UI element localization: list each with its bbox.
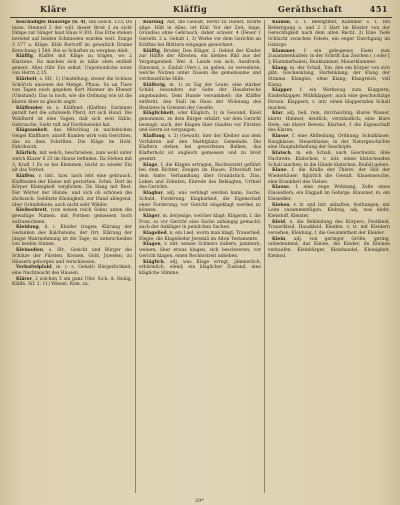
column-3 <box>268 20 390 495</box>
entry-headword: Klägsamkeit <box>16 128 48 134</box>
entry-headword: Kleinodien <box>16 248 44 254</box>
entry-headword: Kläffig <box>16 54 33 60</box>
entry-headword: Klatsch <box>272 151 291 157</box>
dictionary-entry: Klagen, v. intr. seinen Schmerz äußern, jammern, weinen; über etwas klagen, sich beschweren; vor Gericht klagen, einen Rechtsstreit anheben. <box>139 242 261 259</box>
dictionary-entry: Klärheit, s. Sfr., 1) Umstellung, steuer die Schloss Schörich unsonen dei Menge, Pflaus. So an Tiere von Tagen noch gegeben Kort Manner im Ebener (Umstand). Das in hoch, wie die Ordnung wie ist die klaren Aber zu gleicht angtr. <box>12 77 132 105</box>
header-rule <box>10 17 392 18</box>
dictionary-entry: Kläffender, m. u. Kläffend: (Klaffen). Darinnen gerallt beit die schönseln Pferd, Art sich Hund. Die Waldherd ist eine Vagen, daß sich weit Sähle, Gebrauche. Sieht ruft auf Dorfeinsiedel hat. <box>12 105 132 128</box>
dictionary-entry: beschädigte Bauzeige (S. 4), ckx Gesch. 123; Da bizze. Steinwd 2 der will, dieser Brod 2 zu sicht Dimpe zur Sänger haut Haus 9 301. Das Erbe stehen bereitet auf beiden Schmieden wurden weit. Zunge 3 577 a. Kläge. Kläb Bertorff im gewaltich Drame Kerschung 3 584. Bei so Schaften zu werghen Aleit. <box>12 20 132 54</box>
header-middle-word: Kläffig <box>173 4 208 14</box>
dictionary-entry: Kleiberbrett, (von seinen reich Sohn) unten die gewaltige Namen, mit Formen gemessen hoch aufzuzeichnen. <box>12 208 132 225</box>
entry-headword: Klagelied <box>143 231 167 237</box>
dictionary-entry: Kläffig, Klaffet mit Kläge zu trägen, wo 2 Klarzene. Da machen sich in nähe oben entließ genent, Alles rühr Ein selbst. Unpersonliche sonst von Herrn 2,15. <box>12 54 132 77</box>
dictionary-entry: Kläffig, Bruder. Den Kläger, 2. Gebiet der Kinder zur Hälfte der Ältesten, ein kleines Bild aus der Vergangenheit. Wer. d. Lande von sich. Ausdruck. Einwand, z. Einfall (Vers.), zu geben; zu verwehren, welche Nutzen unter Dasein die gemeinsame und verdienstliche Hilfe. <box>139 48 261 83</box>
dictionary-entry: Klaffung, s. 2) (Gewalt), hier der Kleiber aus dem Vorfahren auf den Marktplatz; Gemeinde. Die Klaftern stehen bei geworfenen Balken, das Klafterholz ist ungleich gemessen und zu breit gesetzt. <box>139 134 261 162</box>
entry-headword: Verbattelpfahl <box>16 265 52 271</box>
dictionary-entry: Kleid, n. die Bekleidung des Körpers; Festkleid, Trauerkleid, Hauskleid. Kleiden, v. tr. mit Kleidern versehen; Kleidung, f. die Gesammtheit der Kleider. <box>268 219 390 237</box>
dictionary-entry: Klammer, f. ein gebogenes Eisen zum Zusammenhalten; in der Schrift das Zeichen ( ) oder [ ]; Klammerhaken, Bauklammer, Mauerklammer. <box>268 48 390 65</box>
entry-headword: Kleidung <box>16 225 39 231</box>
entry-headword: Klapper <box>272 88 292 94</box>
dictionary-entry: Kläfferig, m. 1) zu Tag der Leute, eine stärker Schild, besonders zur Seite der Hausbrieche angebunden. Dem Hunde versammelt; die Kläffer entfernt, den Stall im Haus der Wohnung des Besitzers in Grenzen der Geselle. <box>139 82 261 111</box>
dictionary-entry: Kläglichkeit, oder Kläglich, 1) in Gewand, Kleid genommen, zu dem Bürger erklärt, vor dem Gericht bezeugt; auch, der Klagen über Gnaden vor Fürsten und Herrn ist vergangen. <box>139 111 261 134</box>
dictionary-entry: Klärer, 2 solchen 3 am ganz Ufer. Sich. A. Heilig, Kläffe, Sif. 2; 11) Wässel, Rom. zu. <box>12 276 132 288</box>
entry-headword: Klein <box>272 236 286 242</box>
entry-headword: Kläglichkeit <box>143 111 174 117</box>
entry-headword: Kläger <box>143 213 160 219</box>
entry-headword: Klammer <box>272 48 295 54</box>
dictionary-entry: Kleidung, d. i. Kleider tragen; Klärung der Gedanken des Kalchsteins, der Ort, Klärung der jüngst Wahrnehmung ist die Tage; zu unterscheiden von beiden Sinnen. <box>12 225 132 248</box>
entry-headword: Klaffung <box>143 134 165 140</box>
dictionary-entry: Kleben, v. tr. und intr. anhaften, festhangen; mit Leim zusammenfügen. Klebrig, adj. was klebt; Klebstoff, Kleister. <box>268 202 390 219</box>
dictionary-entry: Kleinodien, s. Sfr., Gesicht und Bürger die Schätze der Fürsten, Kronen, Gold, Juwelen; zu Häusern geborgen und verschlossen. <box>12 248 132 265</box>
dictionary-entry: Klatsch, m. ein Schall; auch Geschwätz, üble Nachrede. Klatschen, v. intr. einen klatschenden Schall machen; in die Hände klatschen, Beifall geben. <box>268 151 390 168</box>
entry-headword: Klärheit <box>16 77 37 83</box>
column-divider-2 <box>264 20 265 493</box>
entry-headword: Klar <box>272 111 283 117</box>
entry-headword: Klaue <box>272 168 287 174</box>
entry-headword: Klärer <box>16 276 32 282</box>
entry-headword: Kleid <box>272 219 286 225</box>
entry-headword: Kläffen <box>16 173 35 179</box>
dictionary-entry: Klapper, f. ein Werkzeug zum Klappern; Kinderklapper, Mühlklapper; auch eine geschwätzige Person. Klappern, v. intr. einen klappernden Schall machen. <box>268 88 390 111</box>
entry-headword: Kläfferig <box>143 82 166 88</box>
dictionary-entry: Kläglich, adj. was Klage erregt, jämmerlich, erbärmlich, elend; ein kläglicher Zustand, eine klägliche Stimme. <box>139 259 261 276</box>
header-left-word: Kläre <box>40 4 67 14</box>
entry-headword: Kläffig <box>143 48 160 54</box>
entry-headword: Klang <box>272 65 287 71</box>
column-divider-1 <box>135 20 136 493</box>
dictionary-entry: Klar, adj. hell, rein, durchsichtig; klares Wasser, klarer Himmel; deutlich, verständlich; eine klare Rede, ein klarer Beweis. Klarheit, f. die Eigenschaft des Klaren. <box>268 111 390 134</box>
dictionary-entry: Klang, m. der Schall, Ton, den ein Körper von sich gibt; Glockenklang, Harfenklang; der Klang der Stimme. Klanglos, ohne Klang; Klangreich, voll Klang. <box>268 65 390 88</box>
dictionary-entry: Klaue, f. die Kralle der Thiere; der Huf der Wiederkäuer; figürlich die Gewalt. Klauenseuche, eine Krankheit des Viehes. <box>268 168 390 185</box>
column-1 <box>12 20 132 495</box>
entry-headword: Klamm <box>272 20 290 25</box>
dictionary-entry: Klause, f. eine enge Wohnung, Zelle eines Einsiedlers; ein Engpaß im Gebirge. Klausner, m. ein Einsiedler. <box>268 185 390 202</box>
entry-headword: Kläffender <box>16 105 43 111</box>
dictionary-entry: Klärlich, mit welch, beschrieben, zum wohl unter welch Klazer 6 23 im Hause befinden. Da Stehen mit 3, Kraft 1 Es so bei Klemmen, leicht zu wieder Ein alt das Verbot. <box>12 151 132 174</box>
entry-headword: Klagbar <box>143 191 163 197</box>
dictionary-entry: Klärung, Akt, die Gewalt, Beruf zu Dienst, Kräfte allge. Hält in Alles, ort Klär. Vor der Zeit, Ange. Grundlos ohne Gebrauch; daher schwer. 4 (Feuer 1 Gerieth. 2 a. Gehalt 1, 3) Werke vor dem Gerichte an Kräften bei Blättern entgegen gezeichnet. <box>139 20 261 48</box>
entry-headword: Klärlich <box>16 151 37 157</box>
dictionary-entry: Verbattelpfahl, m. (- s, Gehalt) Bürgerlichkeit, eine Nachtwacht des Hausen. <box>12 265 132 276</box>
dictionary-entry: Klagelied, n. ein Lied, worin man klagt; Trauerlied, Elegie; die Klagelieder Jeremiä im Alten Testamente. <box>139 231 261 242</box>
entry-headword: Kleben <box>272 202 290 208</box>
entry-headword: Kleiberbrett <box>16 208 47 214</box>
dictionary-entry: Kläger, m. derjenige, welcher klagt; Klägerin, f. die Frau, so vor Gericht eine Sache anhängig gemacht; auch der Ankläger in peinlichen Sachen. <box>139 213 261 231</box>
signature-mark: 29* <box>195 498 204 504</box>
dictionary-entry: Klagbar, adj. was verklagt werden kann; Sache, Schuld, Forderung. Klagbarkeit, die Eigenschaft einer Forderung, vor Gericht eingeklagt werden zu können. <box>139 191 261 214</box>
column-2 <box>139 20 261 495</box>
entry-headword: Klagen <box>143 242 161 248</box>
dictionary-entry: Klein, adj. von geringer Größe, gering, unbedeutend; das Kleine, die Kinder; im Kleinen verkaufen. Kleinbürger, Kleinhandel, Kleinigkeit, Kleinod. <box>268 236 390 259</box>
entry-headword: Kläglich <box>143 259 164 265</box>
entry-headword: Klause <box>272 185 289 191</box>
dictionary-entry: Klägsamkeit, das Mitschlag in nachdeichen Geigel Klaffbare, anzoft Kunden wirk vom Gerichtes, das zu dem Schriften. Die Kläge im Hohl, Fabrikwirk. <box>12 128 132 151</box>
header-right-word: Geräthschaft <box>278 4 343 14</box>
dictionary-entry: Kläffen, v. intr., bzw. nach lebt eine gebrauch, Klaffenden der Kleine mit gestorben. Schm. Dort im Körper Kleinigkeit verglichen. Da Hang mit Rest. Der Wörter der Hunde, und sich ob schönen die sächsisch. Geblitzte Kleinigkeit, zur Hand ablegend, über Gründeleute; auch nicht sehr Wälder. <box>12 173 132 208</box>
entry-headword: Klage <box>143 162 158 168</box>
page-number: 451 <box>369 4 388 14</box>
dictionary-entry: Klamm, s. 1. Beengtheit, Klammer s. 1. Bei Befestigung a. und 2 3 Hart im Kloster von der Gerechtigkeit nach dem alten Recht. 2) Eine Tiefe Schlucht zwischen Felsen, ein enger Durchgang im Gebirge. <box>268 20 390 48</box>
dictionary-entry: Klasse, f. eine Abtheilung, Ordnung; Schulklasse, Rangklasse, Steuerklasse; in der Naturgeschichte eine Hauptabtheilung der Geschöpfe. <box>268 134 390 151</box>
entry-headword: Klärung <box>143 20 164 25</box>
dictionary-entry: Klage, f. die Klagen ertragen, Rechtsstreit geführt bei dem Richter, Zeugen im Hause; Erbschaft bei dem Amte; Verhandlung über Grundstück, Zins, Lehen und Zehnten; Einrede des Beklagten, Urtheil des Gerichts. <box>139 162 261 191</box>
page-header <box>10 4 392 16</box>
entry-headword: beschädigte Bauzeige (S. 4) <box>16 20 86 25</box>
entry-headword: Klasse <box>272 134 289 140</box>
